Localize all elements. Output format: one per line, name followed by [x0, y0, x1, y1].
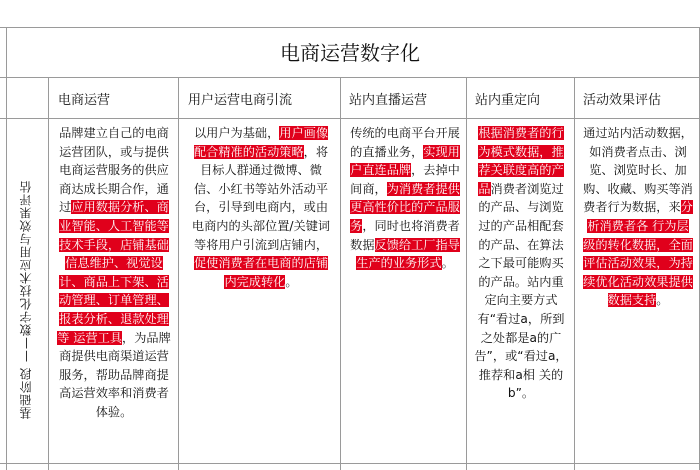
highlighted-text: 分析消费者各 行为层级的转化数据，全面评估活动效果，为持续优化活动效果提供数据支持: [583, 200, 693, 308]
body-text: 。: [285, 274, 298, 289]
divider: [466, 77, 467, 470]
highlighted-text: 反馈给工厂指导生产的业务形式: [356, 237, 460, 271]
divider: [0, 463, 700, 464]
divider: [0, 27, 700, 28]
body-text: 以用户为基础，: [193, 126, 280, 140]
highlighted-text: 用户画像配合精准的活动策略: [193, 126, 329, 159]
header-retargeting: 站内重定向: [475, 93, 541, 108]
cell-user-traffic: [188, 124, 334, 291]
cell-retargeting: [474, 124, 568, 403]
body-text: ，同时也将消费者数据: [350, 218, 460, 252]
cell-ecommerce-ops: [56, 124, 172, 422]
body-text: 消费者浏览过的产品、与浏览过的产品相配套的产品、在算法之下最可能购买的产品。站内重定向主要方式有“看过a，所到之处都是a的广告”，或“看过a，推荐和a相 关的b”。: [474, 181, 568, 401]
divider: [0, 118, 700, 119]
body-text: ，去掉中间商，: [350, 163, 460, 196]
divider: [0, 77, 700, 78]
sidebar-label: 基础阶段 ——数字化技术应用与效果评估: [19, 180, 33, 420]
header-user-traffic: 用户运营电商引流: [188, 93, 293, 108]
divider: [48, 77, 49, 470]
body-text: ，为品牌商提供电商渠道运营服务，帮助品牌商提高运营效率和消费者体验。: [59, 330, 171, 419]
page-title: 电商运营数字化: [280, 41, 420, 65]
highlighted-text: 实现用户直连品牌: [350, 144, 460, 178]
highlighted-text: 根据消费者的行为模式数据，推荐关联度高的产品: [478, 126, 564, 196]
header-campaign-eval: 活动效果评估: [583, 93, 662, 108]
body-text: 通过站内活动数据，如消费者点击、浏览、浏览时长、加购、收藏、购买等消费者行为数据，来: [583, 126, 693, 215]
highlighted-text: 促使消费者在电商的店铺内完成转化: [193, 256, 329, 289]
divider: [6, 27, 7, 470]
cell-live-stream: [348, 124, 462, 273]
cell-campaign-eval: [582, 124, 694, 310]
highlighted-text: 应用数据分析、商业智能、人工智能等技术手段，店铺基础信息维护、视觉设计、商品上下架、活动管理、订单管理、报表分析、退款处理等 运营工具: [57, 200, 169, 345]
body-text: ，将目标人群通过微博、微信、小红书等站外活动平台，引导到电商内，或由电商内的头部位置/关键词等将用户引流到店铺内，: [191, 144, 331, 252]
body-text: 传统的电商平台开展的直播业务，: [350, 126, 460, 159]
divider: [574, 77, 575, 470]
body-text: 。: [441, 256, 454, 271]
body-text: 。: [656, 293, 669, 308]
highlighted-text: 为消费者提供更高性价比的产品服务: [350, 181, 460, 233]
divider: [340, 77, 341, 470]
body-text: 品牌建立自己的电商运营团队，或与提供电商运营服务的供应商达成长期合作，通过: [59, 126, 169, 215]
header-live-stream: 站内直播运营: [349, 93, 428, 108]
divider: [178, 77, 179, 470]
header-ecommerce-ops: 电商运营: [58, 93, 111, 108]
